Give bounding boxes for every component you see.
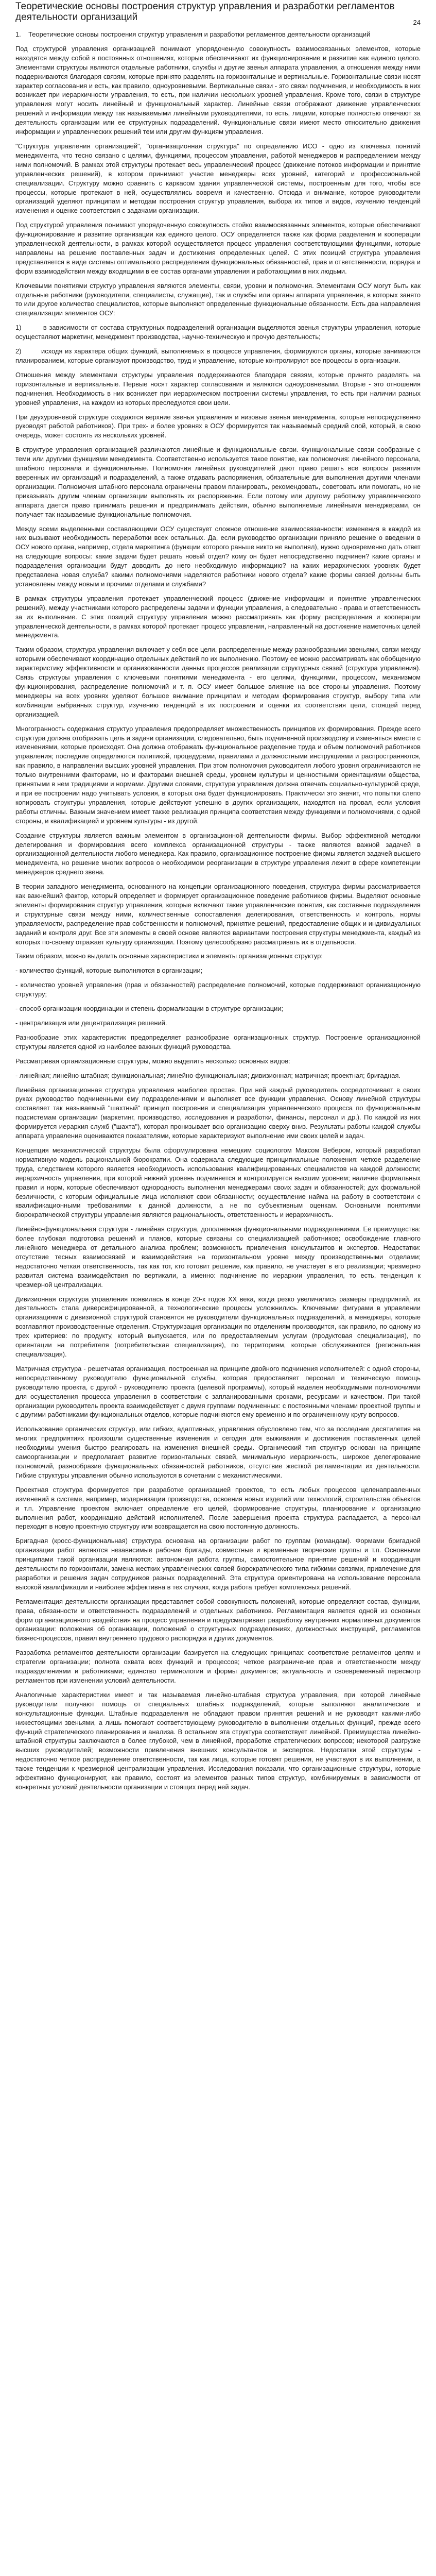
body-paragraph: Бригадная (кросс-функциональная) структура основана на организации работ по группам (командам). Формами бригадной организации работ являются независимые рабочие бригады, совместные и временные творческие группы и т.п. Основными принципами такой организации являются: автономная работа группы, самостоятельное принятие решений и координация деятельности по горизонтали, замена жестких управленческих связей бюрократического типа гибкими связями, привлечение для разработки и решения задач сотрудников разных подразделений. Эта структура ориентирована на использование персонала высокой квалификации и наиболее эффективна в тех случаях, когда работа требует комплексных решений. <box>15 1537 423 1591</box>
body-paragraph: "Структура управления организацией", "организационная структура" по определению ИСО - одно из ключевых понятий менеджмента, что тесно связано с целями, функциями, процессом управления, работой менеджеров и распределением между ними полномочий. В рамках этой структуры протекает весь управленческий процесс (движение потоков информации и принятие управленческих решений), в котором принимают участие менеджеры всех уровней, категорий и профессиональной специализации. Структуру можно сравнить с каркасом здания управленческой системы, построенным для того, чтобы все процессы, которые протекают в ней, осуществлялись вовремя и качественно. Отсюда и внимание, которое руководители организаций уделяют принципам и методам построения структур управления, выбора их типов и видов, изучению тенденций изменения и оценке соответствия с задачами организации. <box>15 142 423 215</box>
body-paragraph: - количество уровней управления (прав и обязанностей) распределение полномочий, которые поддерживают организационную структуру; <box>15 981 423 998</box>
body-paragraph: - количество функций, которые выполняются в организации; <box>15 967 203 975</box>
body-paragraph: Между всеми выделенными составляющими ОСУ существует сложное отношение взаимосвязанности: изменения в каждой из них вызывают необходимость переработки всех остальных. Да, если руководство организации приняло решение о введении в ОСУ нового органа, например, отдела маркетинга (функции которого раньше никто не выполнял), нужно одновременно дать ответ на следующие вопросы: какие задачи будет решать новый отдел? кому он будет непосредственно подчинен? какие органы и подразделения организации будут доводить до него необходимую информацию? на каких иерархических уровнях будет представлена новая служба? какими полномочиями наделяются работники нового отдела? какие формы связей должны быть установлены между новым и прочими отделами и службами? <box>15 524 423 588</box>
body-paragraph: Линейно-функциональная структура - линейная структура, дополненная функциональными подразделениями. Ее преимущества: более глубокая подготовка решений и планов, которые связаны со специализацией работников; освобождение главного линейного менеджера от детального анализа проблем; возможность привлечения консультантов и экспертов. Недостатки: отсутствие тесных взаимосвязей и взаимодействия на горизонтальном уровне между производственными отделами; недостаточно четкая ответственность, так как тот, кто готовит решение, как правило, не участвует в его реализации; чрезмерно развитая система взаимодействия по вертикали, а именно: подчинение по иерархии управления, то есть, тенденция к чрезмерной централизации. <box>15 1225 423 1289</box>
body-paragraph: Дивизионная структура управления появилась в конце 20-х годов XX века, когда резко увеличились размеры предприятий, их деятельность стала диверсифицированной, а технологические процессы усложнились. Ключевыми фигурами в управлении организациями с дивизионной структурой становятся не руководители функциональных подразделений, а менеджеры, которые возглавляют производственные отделения. Структуризация организации по отделениям производится, как правило, по одному из трех критериев: по продукту, который выпускается, или по предоставляемым услугам (продуктовая специализация), по ориентации на потребителя (потребительская специализация), по территориям, которые обслуживаются (региональная специализация). <box>15 1295 423 1358</box>
body-paragraph: Аналогичные характеристики имеет и так называемая линейно-штабная структура управления, при которой линейные руководители получают помощь от специальных штабных подразделений, которые выполняют аналитические и консультационные функции. Штабные подразделения не обладают правом принятия решений и не руководят какими-либо нижестоящими звеньями, а лишь помогают соответствующему руководителю в выполнении отдельных функций, прежде всего функций стратегического планирования и анализа. В остальном эта структура соответствует линейной. Преимущества линейно-штабной структуры заключаются в более глубокой, чем в линейной, проработке стратегических вопросов; некоторой разгрузке высших руководителей; возможности привлечения внешних консультантов и экспертов. Недостатки этой структуры - недостаточно четкое распределение ответственности, так как лица, которые готовят решения, не участвуют в их выполнении, а также тенденции к чрезмерной централизации управления. Исследования показали, что организационные структуры, которые эффективно функционируют, как правило, состоят из элементов разных типов структур, комбинируемых в зависимости от конкретных условий деятельности организации и стоящих перед ней задач. <box>15 1690 423 1791</box>
body-paragraph: Таким образом, структура управления включает у себя все цели, распределенные между разнообразными звеньями, связи между которыми обеспечивают координацию отдельных действий по их выполнению. Поэтому ее можно рассматривать как обобщенную характеристику эффективности и организованности данных процессов реализации структурных связей (структура управления). Связь структуры управления с ключевыми понятиями менеджмента - его целями, функциями, процессом, механизмом функционирования, распределение полномочий и т. п. ОСУ имеет большое влияние на все стороны управления. Поэтому менеджеры на всех уровнях уделяют большое внимание принципам и методам формирования структур, выбору типа или комбинации выбранных структур, изучению тенденций в их построении и оценки их соответствия цели, стоящей перед организацией. <box>15 646 423 718</box>
body-paragraph: Разработка регламентов деятельности организации базируется на следующих принципах: соответствие регламентов целям и стратегии организации; полнота охвата всех функций и процессов; четкое разграничение прав и ответственности между подразделениями и работниками; единство терминологии и формы документов; актуальность и своевременный пересмотр регламентов при изменении условий деятельности. <box>15 1649 423 1684</box>
body-paragraph: В структуре управления организацией различаются линейные и функциональные связи. Функциональные связи сообразные с теми или другими функциями менеджмента. Соответственно используется такое понятие, как полномочия: линейного персонала, штабного персонала и функциональные. Полномочия линейных руководителей дают право решать все вопросы развития вверенных им организаций и подразделений, а также отдавать распоряжения, обязательные для выполнения другими членами организации. Полномочия штабного персонала ограничены правом планировать, рекомендовать, советовать или помогать, но не приказывать другим членам организации выполнять их распоряжения. Если потому или другому работнику управленческого аппарата дается право принимать решения и предпринимать действия, обычно выполняемые линейными менеджерами, он получает так называемые функциональные полномочия. <box>15 446 423 518</box>
body-paragraph: При двухуровневой структуре создаются верхние звенья управления и низовые звенья менеджмента, которые непосредственно руководят работой работников). При трех- и более уровнях в ОСУ формируется так называемый средний слой, который, в свою очередь, может состоять из нескольких уровней. <box>15 413 423 439</box>
body-paragraph: Ключевыми понятиями структур управления являются элементы, связи, уровни и полномочия. Элементами ОСУ могут быть как отдельные работники (руководители, специалисты, служащие), так и службы или органы аппарата управления, в которых занято то или другое количество специалистов, которые выполняют определенные функциональные обязанности. Есть два направления специализации элементов ОСУ: <box>15 281 423 317</box>
body-paragraph: - линейная; линейно-штабная; функциональная; линейно-функциональная; дивизионная; матричная; проектная; бригадная. <box>15 1071 401 1079</box>
body-paragraph: В теории западного менеджмента, основанного на концепции организационного поведения, структура фирмы рассматривается как важнейший фактор, который определяет и формирует организационное поведение работников фирмы. Выделяют основные элементы формирования структур управления, которые включают такие управленческие понятия, как составные подразделения и структурные связи между ними, количественные сопоставления делегирования, ответственность и контроль, нормы управляемости, распределение прав собственности и полномочий, принятие решений, предоставление общих и индивидуальных заданий и контроля друг. Все эти элементы в своей основе являются вариантами построения структуры менеджмента, каждый из которых по-своему отражает культуру организации. Поэтому целесообразно рассматривать их в отдельности. <box>15 883 423 946</box>
body-paragraph: Разнообразие этих характеристик предопределяет разнообразие организационных структур. Построение организационной структуры является одной из наиболее важных функций руководства. <box>15 1033 423 1050</box>
body-paragraph: Создание структуры является важным элементом в организационной деятельности фирмы. Выбор эффективной методики делегирования и формирования всего комплекса организационной структуры - также являются важной задачей в организационной деятельности любого менеджера. Как правило, организационное построение фирмы является задачей высшего менеджмента, но решение многих вопросов о необходимом реорганизации в структуре управления лежит в сфере компетенции менеджеров среднего звена. <box>15 831 423 876</box>
body-paragraph: Матричная структура - решетчатая организация, построенная на принципе двойного подчинения исполнителей: с одной стороны, непосредственному руководителю функциональной службы, которая предоставляет персонал и техническую помощь руководителю проекта, с другой - руководителю проекта (целевой программы), который наделен необходимыми полномочиями для осуществления процесса управления в соответствии с запланированными сроками, ресурсами и качеством. При такой организации руководитель проекта взаимодействует с двумя группами подчиненных: с постоянными членами проектной группы и с другими работниками функциональных отделов, которые подчиняются ему временно и по ограниченному кругу вопросов. <box>15 1364 423 1419</box>
body-paragraph: - централизация или децентрализация решений. <box>15 1019 167 1027</box>
body-paragraph: Отношения между элементами структуры управления поддерживаются благодаря связям, которые принято разделять на горизонтальные и вертикальные. Первые носят характер согласования и являются одноуровневыми. Вторые - это отношения подчинения. Необходимость в них возникает при иерархическом построении системы управления, то есть при наличии разных уровней управления, на каждом из которых преследуются свои цели. <box>15 370 423 406</box>
body-paragraph: Таким образом, можно выделить основные характеристики и элементы организационных структур: <box>15 952 323 960</box>
body-paragraph: В рамках структуры управления протекает управленческий процесс (движение информации и принятие управленческих решений), между участниками которого распределены задачи и функции управления, а следовательно - права и ответственность за их выполнение. С этих позиций структуру управления можно рассматривать как форму распределения и кооперации управленческой деятельности, в рамках которой протекает процесс управления, направленный на достижение наметочных целей менеджмента. <box>15 594 423 639</box>
page-number: 24 <box>413 19 421 26</box>
body-paragraph: Многогранность содержания структур управления предопределяет множественность принципов их формирования. Прежде всего структура должна отображать цель и задачи организации, следовательно, быть подчиненной производству и изменяться вместе с изменениями, которые происходят. Она должна отображать функциональное разделение труда и объем полномочий работников управления; последние определяются политикой, процедурами, правилами и должностными инструкциями и распространяются, как правило, в направлении высших уровней управления. При этом полномочия руководителя любого уровня ограничиваются не только внутренними факторами, но и факторами внешней среды, уровнем культуры и ценностными ориентациями общества, принятыми в нем традициями и нормами. Другими словами, структура управления должна отвечать социально-культурной среде, и при ее построении надо учитывать условия, в которых она будет функционировать. Практически это значит, что попытки слепо копировать структуры управления, которые действуют успешно в других организациях, находятся на провал, если условия работы отличны. Важным значением имеет также реализация принципа соответствия между функциями и полномочиями, с одной стороны, и квалификацией и уровнем культуры - из другой. <box>15 724 423 825</box>
body-paragraph: Регламентация деятельности организации представляет собой совокупность положений, которые определяют состав, функции, права, обязанности и ответственность подразделений и отдельных работников. Регламентация является одной из основных форм организационного воздействия на процесс управления и предусматривает разработку внутренних нормативных документов организации: положения об организации, положений о структурных подразделениях, должностных инструкций, регламентов бизнес-процессов, правил внутреннего трудового распорядка и других документов. <box>15 1597 423 1642</box>
body-paragraph: Рассматривая организационные структуры, можно выделить несколько основных видов: <box>15 1057 290 1065</box>
document-body <box>15 30 421 1792</box>
body-paragraph: Концепция механистической структуры была сформулирована немецким социологом Максом Вебером, который разработал нормативную модель рациональной бюрократии. Она содержала следующие принципиальные положения: четкое разделение труда, следствием которого является необходимость использования квалифицированных специалистов на каждой должности; иерархичность управления, при которой нижний уровень подчиняется и контролируется высшим уровнем; наличие формальных правил и норм, которые обеспечивают однородность выполнения менеджерами своих задач и обязанностей; дух формальной безличности, с которым официальные лица исполняют свои обязанности; осуществление найма на работу в соответствии с квалификационными требованиями к данной должности, а не по субъективным оценкам. Основными понятиями бюрократической структуры управления являются рациональность, ответственность и иерархичность. <box>15 1146 423 1219</box>
document-title: Теоретические основы построения структур управления и разработки регламентов деятельности организаций <box>15 1 395 23</box>
body-paragraph: - способ организации координации и степень формализации в структуре организации; <box>15 1005 284 1013</box>
body-paragraph: Использование органических структур, или гибких, адаптивных, управления обусловлено тем, что за последние десятилетия на многих предприятиях произошли существенные изменения и сегодня для выживания и достижения поставленных целей необходимы умения быстро реагировать на изменения внешней среды. Органический тип структур основан на принципе самоорганизации и предполагает развитие горизонтальных связей, минимальную иерархичность, широкое делегирование полномочий, разнообразие функциональных обязанностей работников, отсутствие жесткой регламентации их деятельности. Гибкие структуры управления обычно используются в сочетании с механистическими. <box>15 1425 423 1479</box>
body-paragraph: Под структурой управления организацией понимают упорядоченную совокупность взаимосвязанных элементов, которые находятся между собой в постоянных отношениях, которые обеспечивают их функционирование и развитие как единого целого. Элементами структуры являются отдельные работники, службы и другие звенья аппарата управления, а отношения между ними поддерживаются благодаря связям, которые принято разделять на горизонтальные и вертикальные. Горизонтальные связи носят характер согласования и есть, как правило, одноуровневыми. Вертикальные связи - это связи подчинения, и необходимость в них возникает при иерархичности управления, то есть, при наличии нескольких уровней управления. Кроме того, связи в структуре управления могут носить линейный и функциональный характер. Линейные связи отображают движение управленческих решений и информации между так называемыми линейными руководителями, то есть, лицами, которые полностью отвечают за деятельность организации или ее структурных подразделений. Функциональные связи имеют место относительно движения информации и управленческих решений тем или другим функциям управления. <box>15 44 423 136</box>
body-paragraph: 2) исходя из характера общих функций, выполняемых в процессе управления, формируются органы, которые занимаются планированием, которые организуют производство, труд и управление, которые контролируют все процессы в организации. <box>15 347 423 364</box>
body-paragraph: 1) в зависимости от состава структурных подразделений организации выделяются звенья структуры управления, которые осуществляют маркетинг, менеджмент производства, научно-техническую и прочую деятельность; <box>15 324 423 341</box>
body-paragraph: Под структурой управления понимают упорядоченную совокупность стойко взаимосвязанных элементов, которые обеспечивают функционирование и развитие организации как единого целого. ОСУ определяется также как форма разделения и кооперации управленческой деятельности, в рамках которой осуществляется процесс управления соответствующими функциями, которые направлены на решение поставленных задач и достижения определенных целей. С этих позиций структура управления представляется в виде системы оптимального распределения функциональных обязанностей, прав и ответственности, порядка и форм взаимодействия между входящими в ее состав органами управления и работающими в них людьми. <box>15 221 423 275</box>
body-paragraph: Линейная организационная структура управления наиболее простая. При ней каждый руководитель сосредоточивает в своих руках руководство подчиненными ему подразделениями и выполняет все функции управления. Основу линейной структуры составляет так называемый "шахтный" принцип построения и специализация управленческого процесса по функциональным подсистемам организации (маркетинг, производство, исследования и разработки, финансы, персонал и др.). По каждой из них формируется иерархия служб ("шахта"), которая пронизывает всю организацию сверху вниз. Результаты работы каждой службы аппарата управления оцениваются показателями, которые характеризуют выполнение ими своих целей и задач. <box>15 1086 423 1140</box>
section-heading: 1. Теоретические основы построения структур управления и разработки регламентов деятельности организаций <box>15 30 371 38</box>
body-paragraph: Проектная структура формируется при разработке организацией проектов, то есть любых процессов целенаправленных изменений в системе, например, модернизации производства, освоения новых изделий или технологий, строительства объектов и т.п. Управление проектом включает определение его целей, формирование структуры, планирование и организацию выполнения работ, координацию действий исполнителей. После завершения проекта структура распадается, а персонал переходит в новую проектную структуру или возвращается на свою постоянную должность. <box>15 1485 423 1531</box>
